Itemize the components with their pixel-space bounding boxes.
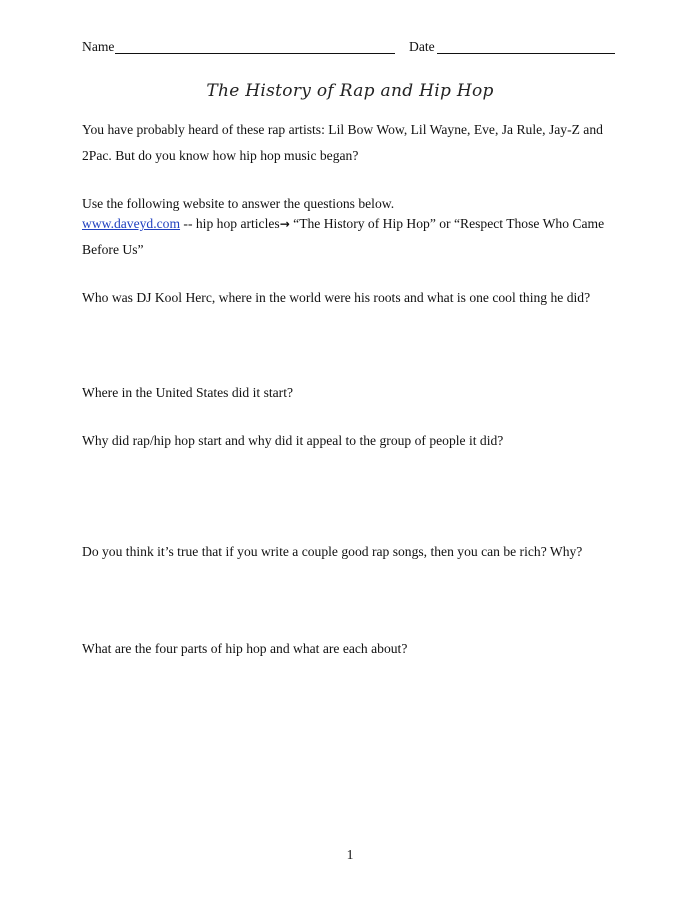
question-4: Do you think it’s true that if you write a couple good rap songs, then you can be rich? Why? xyxy=(82,544,583,559)
date-label: Date xyxy=(409,39,435,54)
instructions-line-3: Before Us” xyxy=(82,242,144,257)
intro-line-1: You have probably heard of these rap artists: Lil Bow Wow, Lil Wayne, Eve, Ja Rule, Jay-Z and xyxy=(82,122,603,137)
name-blank-line[interactable] xyxy=(115,53,395,54)
header-fields xyxy=(82,40,615,58)
instructions-after-link: -- hip hop articles xyxy=(180,216,280,231)
instructions-after-arrow: “The History of Hip Hop” or “Respect Those Who Came xyxy=(289,216,605,231)
instructions-line-2 xyxy=(82,217,604,231)
date-blank-line[interactable] xyxy=(437,53,615,54)
question-5: What are the four parts of hip hop and what are each about? xyxy=(82,641,408,656)
question-1: Who was DJ Kool Herc, where in the world were his roots and what is one cool thing he did? xyxy=(82,290,591,305)
instructions-line-1: Use the following website to answer the questions below. xyxy=(82,196,395,211)
page-number: 1 xyxy=(346,847,354,862)
worksheet-title: The History of Rap and Hip Hop xyxy=(206,81,494,101)
question-3: Why did rap/hip hop start and why did it appeal to the group of people it did? xyxy=(82,433,504,448)
name-label: Name xyxy=(82,39,115,54)
intro-line-2: 2Pac. But do you know how hip hop music began? xyxy=(82,148,359,163)
website-link[interactable]: www.daveyd.com xyxy=(82,216,181,231)
arrow-right-icon: → xyxy=(279,217,290,231)
question-2: Where in the United States did it start? xyxy=(82,385,294,400)
